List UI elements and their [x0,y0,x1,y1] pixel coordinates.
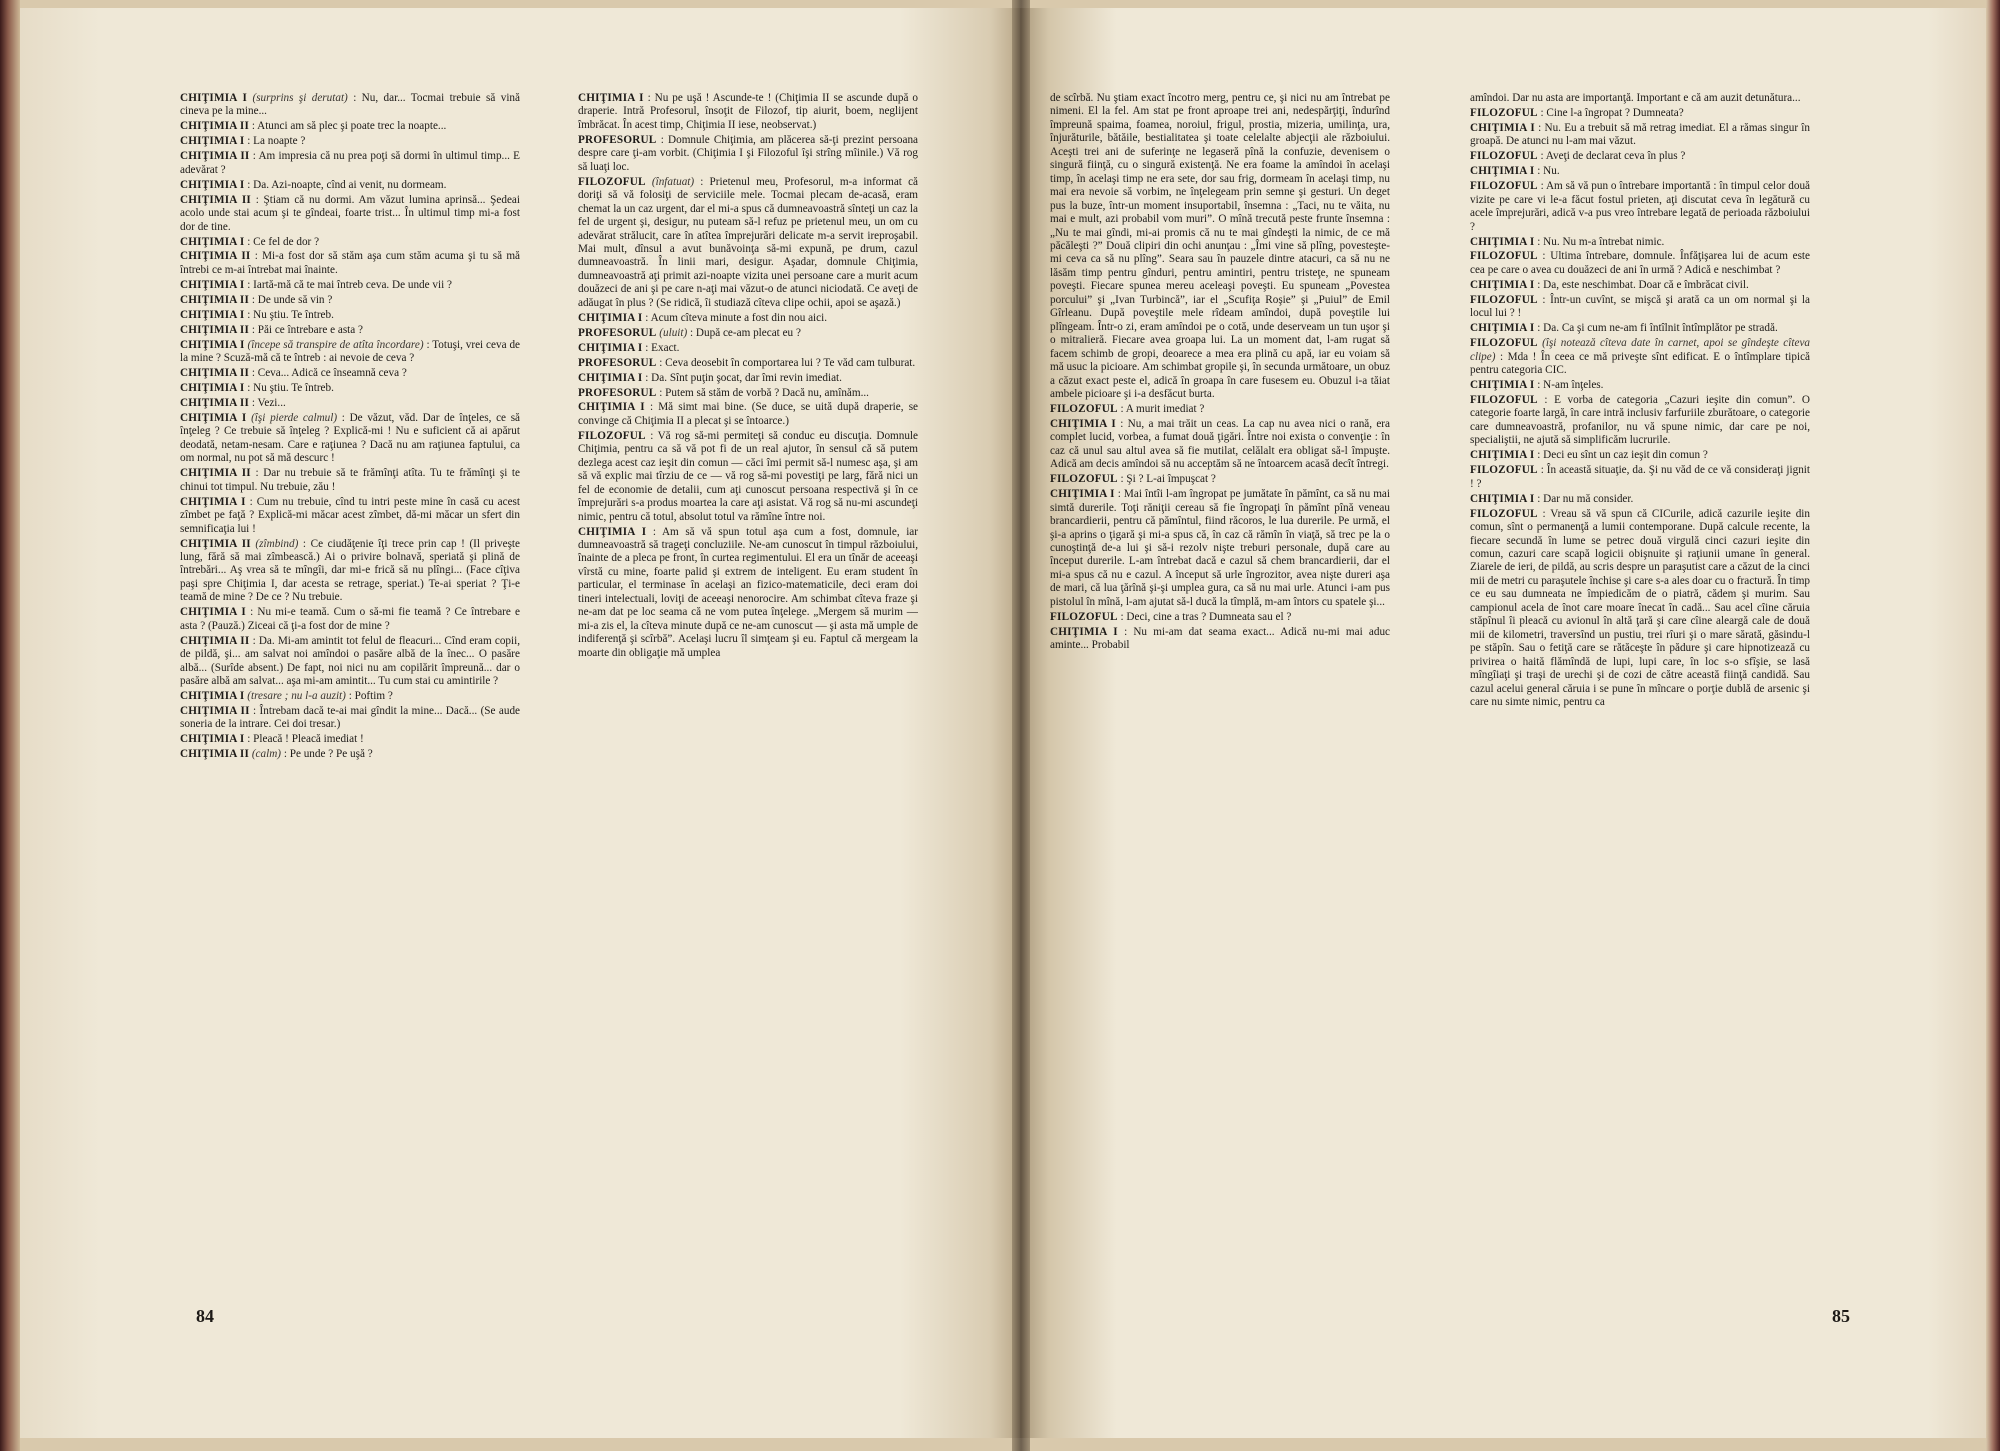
dialogue-text: : Mă simt mai bine. (Se duce, se uită după draperie, se convinge că Chiţimia II a plecat şi se întoarce.) [578,401,918,427]
dialogue-paragraph [180,339,520,366]
dialogue-text: : E vorba de categoria „Cazuri ieşite din comun”. O categorie foarte largă, în care intră inclusiv farfuriile zburătoare, o categorie care dumneavoastră, profanilor, nu vă spune nimic, dar care pe noi, specialiştii, ne ajută să simplificăm lucrurile. [1470,394,1810,447]
dialogue-text: : Deci, cine a tras ? Dumneata sau el ? [1120,610,1292,623]
speaker-name: CHIŢIMIA I [180,308,245,321]
speaker-name: FILOZOFUL [1470,293,1538,306]
dialogue-text: : Poftim ? [348,690,393,703]
dialogue-text: : Putem să stăm de vorbă ? Dacă nu, amînăm... [659,386,869,399]
dialogue-text: amîndoi. Dar nu asta are importanţă. Important e că am auzit detunătura... [1470,92,1801,104]
speaker-name: CHIŢIMIA II [180,120,250,133]
dialogue-paragraph [180,250,520,277]
dialogue-text: : Pleacă ! Pleacă imediat ! [247,733,364,746]
speaker-name: CHIŢIMIA II [180,467,251,480]
dialogue-paragraph [1470,279,1810,292]
speaker-name: CHIŢIMIA I [180,338,245,351]
speaker-name: CHIŢIMIA I [1470,379,1535,392]
speaker-name: FILOZOFUL [1050,610,1118,623]
speaker-name: CHIŢIMIA I [1470,235,1535,248]
speaker-name: FILOZOFUL [1470,507,1538,520]
dialogue-paragraph [180,467,520,494]
speaker-name: CHIŢIMIA I [1050,417,1116,430]
dialogue-text: : Întrebam dacă te-ai mai gîndit la mine... Dacă... (Se aude soneria de la intrare. Cei doi tresar.) [180,704,520,731]
dialogue-text: : Vreau să vă spun că CICurile, adică cazurile ieşite din comun, sînt o permanenţă a lumii contemporane. După calcule recente, la fiecare secundă în lume se petrec două virgulă cinci cazuri ieşite din comun, cazuri care scapă logicii obişnuite şi raţiunii umane în general. Ziarele de ieri, de pildă, au scris despre un paraşutist care a căzut de la cinci mii de metri cu paraşutele închise şi care s-a ales doar cu o fractură. În timp ce eu sau dumneata ne împiedicăm de o piatră, cădem şi murim. Sau campionul acela de înot care moare înecat în cadă... Sau acel cîine căruia stăpînul îi pleacă cu avionul în altă ţară şi care cîine aleargă cale de două mii de kilometri, traversînd un pustiu, trei rîuri şi o mare sărată, găsindu-l pe stăpîn. Sau o fetiţă care se rătăceşte în pădure şi care hipnotizează cu privirea o haită flămîndă de lupi, lupi care, în loc s-o sfîşie, se lasă mîngîiaţi şi traşi de urechi şi de cozi de către această fiinţă candidă. Sau cazul acelui general căruia i se pune în mîncare o porţie dublă de arsenic şi care nu simte nimic, pentru ca [1470,507,1810,708]
speaker-name: CHIŢIMIA I [1050,625,1118,638]
dialogue-paragraph [578,401,918,428]
dialogue-paragraph [1050,403,1390,416]
speaker-name: CHIŢIMIA I [578,525,647,538]
dialogue-paragraph [180,135,520,148]
dialogue-text: : Pe unde ? Pe uşă ? [283,748,373,761]
dialogue-text: : Într-un cuvînt, se mişcă şi arată ca un om normal şi la locul lui ? ! [1470,293,1810,320]
speaker-name: CHIŢIMIA I [578,401,645,414]
dialogue-text: : Mda ! În ceea ce mă priveşte sînt edificat. E o întîmplare tipică pentru categoria CIC. [1470,350,1810,377]
dialogue-paragraph [1470,122,1810,149]
dialogue-text: : Acum cîteva minute a fost din nou aici. [645,311,828,324]
dialogue-paragraph [1050,418,1390,472]
dialogue-paragraph [1470,379,1810,392]
speaker-name: CHIŢIMIA I [180,92,248,104]
dialogue-paragraph [578,387,918,400]
dialogue-paragraph [180,150,520,177]
dialogue-paragraph [1470,150,1810,163]
speaker-name: FILOZOFUL [1470,337,1538,350]
dialogue-text: : Dar nu trebuie să te frămînţi atîta. Tu te frămînţi şi te chinui tot timpul. Nu trebuie, zău ! [180,467,520,493]
dialogue-paragraph [578,312,918,325]
stage-direction: (înfatuat) [651,175,695,188]
speaker-name: FILOZOFUL [1470,180,1538,193]
speaker-name: CHIŢIMIA I [578,92,644,104]
dialogue-text: : Cine l-a îngropat ? Dumneata? [1540,106,1684,119]
stage-direction: (zîmbind) [255,537,299,550]
speaker-name: CHIŢIMIA II [180,250,251,263]
speaker-name: CHIŢIMIA II [180,293,250,306]
dialogue-text: : Atunci am să plec şi poate trec la noapte... [251,120,447,133]
text-column-3 [1050,92,1390,1282]
dialogue-text: : Mi-a fost dor să stăm aşa cum stăm acuma şi tu să mă întrebi ce m-ai întrebat mai înainte. [180,250,520,276]
stage-direction: (surprins şi derutat) [252,92,348,104]
dialogue-paragraph [1470,294,1810,321]
speaker-name: CHIŢIMIA I [180,382,245,395]
speaker-name: CHIŢIMIA II [180,150,250,163]
dialogue-paragraph [1050,92,1390,401]
dialogue-paragraph [578,92,918,132]
dialogue-paragraph [1470,493,1810,506]
dialogue-text: : Păi ce întrebare e asta ? [251,323,364,336]
speaker-name: CHIŢIMIA I [180,135,245,148]
dialogue-text: : Da. Azi-noapte, cînd ai venit, nu dormeam. [247,178,447,191]
speaker-name: FILOZOFUL [1470,464,1538,477]
speaker-name: CHIŢIMIA I [180,495,246,508]
speaker-name: CHIŢIMIA I [578,371,643,384]
speaker-name: CHIŢIMIA I [1470,322,1535,335]
dialogue-text: : Nu mi-e teamă. Cum o să-mi fie teamă ? Ce întrebare e asta ? (Pauză.) Ziceai că ţi-a fost dor de mine ? [180,606,520,632]
dialogue-paragraph [1470,337,1810,377]
speaker-name: PROFESORUL [578,326,657,339]
stage-direction: (începe să transpire de atîta încordare) [247,338,424,351]
dialogue-text: : Da, este neschimbat. Doar că e îmbrăcat civil. [1537,278,1749,291]
dialogue-paragraph [180,635,520,689]
dialogue-text: : Am să vă pun o întrebare importantă : în timpul celor două vizite pe care vi le-a făcut fostul prieten, aţi discutat ceva în legătură cu acele împrejurări, adică v-a pus vreo întrebare legată de perioada războiului ? [1470,180,1810,233]
dialogue-paragraph [1470,236,1810,249]
speaker-name: CHIŢIMIA I [1470,121,1535,134]
dialogue-text: : Am să vă spun totul aşa cum a fost, domnule, iar dumneavoastră să trageţi concluziile. Ne-am cunoscut în timpul războiului, înainte de a pleca pe front, în curtea regimentului. El era un tînăr de aceeaşi vîrstă cu mine, foarte palid şi extrem de inteligent. Eu eram student în particular, el terminase în acelaşi an fizico-matematicile, deci eram doi tineri intelectuali, loviţi de aceeaşi nenorocire. Am schimbat cîteva fraze şi ne-am dat pe loc seama că ne vom putea înţelege. „Mergem să murim — mi-a zis el, la cîteva minute după ce ne-am cunoscut — şi asta mă umple de indiferenţă şi scîrbă”. Acelaşi lucru îl simţeam şi eu. Faptul că mergeam la moarte din obligaţie mă umplea [578,525,918,659]
dialogue-paragraph [1050,626,1390,653]
dialogue-text: : Cum nu trebuie, cînd tu intri peste mine în casă cu acest zîmbet pe faţă ? Explică-mi măcar acest zîmbet, dă-mi măcar un sfert din semnificaţia lui ! [180,495,520,535]
page-number-left: 84 [196,1306,214,1326]
dialogue-paragraph [180,367,520,380]
stage-direction: (îşi pierde calmul) [251,411,338,424]
dialogue-text: : Exact. [645,341,680,354]
text-column-2 [578,92,918,1282]
dialogue-paragraph [578,134,918,174]
speaker-name: CHIŢIMIA I [180,733,245,746]
speaker-name: FILOZOFUL [578,429,646,442]
dialogue-paragraph [1470,464,1810,491]
speaker-name: CHIŢIMIA I [180,606,246,619]
speaker-name: FILOZOFUL [1470,150,1538,163]
dialogue-text: : Da. Ca şi cum ne-am fi întîlnit întîmplător pe stradă. [1537,322,1778,335]
stage-direction: (îşi notează cîteva date în carnet, apoi se gîndeşte cîteva clipe) [1470,337,1810,363]
dialogue-text: : A murit imediat ? [1120,402,1205,415]
dialogue-paragraph [180,324,520,337]
dialogue-text: : Iartă-mă că te mai întreb ceva. De unde vii ? [247,278,452,291]
dialogue-text: : Da. Mi-am amintit tot felul de fleacuri... Cînd eram copii, de pildă, şi... am salvat noi amîndoi o pasăre albă de la înec... O pasăre albă... (Surîde absent.) De fapt, noi nici nu am copilărit împreună... dar o pasăre albă am salvat... aşa mi-am amintit... Tu cum stai cu amintirile ? [180,634,520,688]
dialogue-paragraph [578,526,918,661]
stage-direction: (calm) [251,748,282,761]
dialogue-text: : Domnule Chiţimia, am plăcerea să-ţi prezint persoana despre care ţi-am vorbit. (Chiţimia I şi Filozoful îşi strîng mîinile.) Vă rog să luaţi loc. [578,133,918,173]
speaker-name: FILOZOFUL [1050,473,1118,486]
dialogue-text: : N-am înţeles. [1537,379,1604,392]
dialogue-text: : Nu ştiu. Te întreb. [247,382,334,395]
dialogue-text: : Nu. Nu m-a întrebat nimic. [1537,235,1665,248]
dialogue-paragraph [1470,165,1810,178]
dialogue-paragraph [180,294,520,307]
dialogue-paragraph [1470,394,1810,448]
dialogue-text: : De văzut, văd. Dar de înţeles, ce să înţeleg ? Ce trebuie să înţeleg ? Explică-mi ! Nu e suficient că ai apărut deodată, netam-nesam. Care e raţiunea ? Dacă nu am raţiunea faptului, ca om normal, nu pot să mă descurc ! [180,411,520,465]
dialogue-text: : Nu pe uşă ! Ascunde-te ! (Chiţimia II se ascunde după o draperie. Intră Profesorul, însoţit de Filozof, tip aiurit, boem, neglijent îmbrăcat. În acest timp, Chiţimia II iese, neobservat.) [578,92,918,131]
dialogue-text: : Deci eu sînt un caz ieşit din comun ? [1537,449,1708,462]
dialogue-text: : Vă rog să-mi permiteţi să conduc eu discuţia. Domnule Chiţimia, pentru ca să vă pot fi de un real ajutor, în sensul că să putem dezlega acest caz ieşit din comun — căci îmi permit să-l numesc aşa, şi am să vă explic mai tîrziu de ce — vă rog să-mi povestiţi pe larg, fără nici un fel de economie de detalii, cum aţi cunoscut persoana respectivă şi în ce împrejurări s-a produs moartea la care aţi asistat. Vă rog să nu-mi ascundeţi nimic, pentru că totul, absolut totul va rămîne între noi. [578,429,918,523]
dialogue-text: : În această situaţie, da. Şi nu văd de ce vă consideraţi jignit ! ? [1470,464,1810,490]
dialogue-paragraph [1470,180,1810,234]
text-column-1 [180,92,520,1282]
dialogue-text: : Dar nu mă consider. [1537,492,1634,505]
speaker-name: CHIŢIMIA I [180,411,247,424]
dialogue-text: : Am impresia că nu prea poţi să dormi în ultimul timp... E adevărat ? [180,150,520,176]
speaker-name: CHIŢIMIA II [180,748,250,761]
speaker-name: PROFESORUL [578,133,657,146]
dialogue-text: : Aveţi de declarat ceva în plus ? [1540,150,1686,163]
speaker-name: FILOZOFUL [578,175,646,188]
speaker-name: PROFESORUL [578,356,657,369]
dialogue-paragraph [578,372,918,385]
speaker-name: CHIŢIMIA I [1470,165,1535,178]
dialogue-paragraph [180,748,520,761]
speaker-name: CHIŢIMIA I [1050,488,1115,501]
text-column-4 [1470,92,1810,1282]
speaker-name: CHIŢIMIA II [180,397,250,410]
dialogue-paragraph [578,357,918,370]
dialogue-paragraph [1050,473,1390,486]
stage-direction: (tresare ; nu l-a auzit) [247,690,346,703]
book-gutter [1012,0,1030,1451]
dialogue-paragraph [180,412,520,466]
dialogue-text: : Vezi... [251,397,286,410]
dialogue-text: de scîrbă. Nu ştiam exact încotro merg, pentru ce, şi nici nu am întrebat pe nimeni. El la fel. Am stat pe front aproape trei ani, nedespărţiţi, îndurînd împreună spaima, foamea, noroiul, frigul, prostia, mizeria, umilinţa, ura, înjurăturile, bătăile, bestialitatea şi toate celelalte abjecţii ale războiului. Aceşti trei ani de suferinţe ne legaseră pînă la confuzie, devenisem o singură fiinţă, cu o singură existenţă. Ne era foame la amîndoi în acelaşi timp, în acelaşi timp ne era sete, dor sau frig, dormeam în acelaşi timp, nu mai era nevoie să vorbim, ne înţelegeam prin semne şi gesturi. Un deget pus la buze, într-un moment insuportabil, însemna : „Taci, nu te văita, nu mai e mult, azi probabil vom muri”. O mînă trecută peste frunte însemna : „Nu te mai gîndi, mi-ai promis că nu te mai gîndeşti la nimic, de ce mă păcăleşti ?” Două clipiri din ochi anunţau : „Îmi vine să plîng, povesteşte-mi ceva ca să nu plîng”. Seara sau în pauzele dintre atacuri, ca să nu ne lăsăm timp pentru gînduri, pentru amintiri, pentru tristeţe, ne spuneam poveşti. Fiecare spunea mereu aceleaşi poveşti. Eu spuneam „Povestea porcului” şi „Ivan Turbincă”, iar el „Scufiţa Roşie” şi „Puiul” de Emil Gîrleanu. După poveştile mele rîdeam amîndoi, după poveştile lui plîngeam. Într-o zi, eram amîndoi pe o cotă, unde deserveam un tun uşor şi o mitralieră. Fiecare avea groapa lui. La un moment dat, l-am rugat să facem schimb de gropi, deoarece a mea era plină cu apă, iar eu voiam să mă usuc la picioare. Am schimbat gropile şi, în secunda următoare, un obuz a căzut exact peste el, adică în groapa în care fusesem eu. Obuzul i-a tăiat ambele picioare şi i-a desfăcut burta. [1050,92,1390,400]
page-number-right: 85 [1832,1306,1850,1326]
dialogue-text: : Ceva deosebit în comportarea lui ? Te văd cam tulburat. [659,356,916,369]
stage-direction: (uluit) [659,326,688,339]
dialogue-text: : Da. Sînt puţin şocat, dar îmi revin imediat. [645,371,842,384]
dialogue-paragraph [180,92,520,119]
speaker-name: CHIŢIMIA II [180,193,251,206]
speaker-name: CHIŢIMIA II [180,537,251,550]
dialogue-paragraph [1470,92,1810,105]
dialogue-paragraph [1050,611,1390,624]
dialogue-paragraph [180,179,520,192]
dialogue-paragraph [180,397,520,410]
speaker-name: FILOZOFUL [1470,394,1538,407]
dialogue-text: : Nu. [1537,165,1560,178]
dialogue-paragraph [578,430,918,524]
dialogue-text: : Ceva... Adică ce înseamnă ceva ? [251,367,407,380]
dialogue-paragraph [1470,107,1810,120]
dialogue-text: : Nu mi-am dat seama exact... Adică nu-mi mai aduc aminte... Probabil [1050,625,1390,652]
speaker-name: CHIŢIMIA I [578,311,643,324]
dialogue-text: : Nu. Eu a trebuit să mă retrag imediat. El a rămas singur în groapă. De atunci nu l-am mai văzut. [1470,121,1810,148]
dialogue-paragraph [578,176,918,311]
dialogue-text: : La noapte ? [247,135,306,148]
book-cover-edge-right [1986,0,2000,1451]
speaker-name: CHIŢIMIA II [180,323,250,336]
dialogue-paragraph [180,382,520,395]
dialogue-paragraph [1470,322,1810,335]
dialogue-paragraph [578,342,918,355]
dialogue-paragraph [1470,250,1810,277]
dialogue-text: : Mai întîi l-am îngropat pe jumătate în pămînt, ca să nu mai simtă durerile. Toţi răniţii cereau să fie îngropaţi în pămînt pînă veneau brancardierii, pentru că pămîntul, fiind răcoros, le lua durerile. Pe urmă, el şi-a aprins o ţigară şi mi-a spus că, în caz că rămîn în viaţă, să trec pe la o cunoştinţă de-a lui şi să-i rezolv nişte treburi personale, după care au început durerile. L-am întrebat dacă e cazul să chem brancardierii, dar el mi-a spus că nu e cazul. A început să urle îngrozitor, avea nişte dureri aşa de mari, că lua ţărînă şi-şi umplea gura, ca să nu mai urle. Atunci i-am pus pistolul în mînă, l-am ajutat să-l ducă la tîmplă, m-am întors cu spatele şi... [1050,488,1390,608]
dialogue-paragraph [180,279,520,292]
speaker-name: FILOZOFUL [1050,402,1118,415]
dialogue-paragraph [180,236,520,249]
speaker-name: CHIŢIMIA I [1470,278,1535,291]
dialogue-text: : Totuşi, vrei ceva de la mine ? Scuză-mă că te întreb : ai nevoie de ceva ? [180,338,520,365]
dialogue-paragraph [180,496,520,536]
dialogue-paragraph [1470,508,1810,710]
dialogue-text: : Nu, a mai trăit un ceas. La cap nu avea nici o rană, era complet lucid, vorbea, a fumat două ţigări. Între noi exista o convenţie : în caz că unul sau altul avea să fie mutilat, celălalt era obligat să-l împuşte. Adică am decis amîndoi să nu acceptăm să ne întoarcem acasă decît întregi. [1050,417,1390,471]
dialogue-text: : Prietenul meu, Profesorul, m-a informat că doriţi să vă folosiţi de serviciile mele. Tocmai plecam de-acasă, eram chemat la un caz urgent, dar el mi-a spus că dumneavoastră sînteţi un caz la fel de urgent şi, desigur, nu puteam să-l refuz pe prietenul meu, un om cu adevărat strălucit, care în atîtea împrejurări delicate m-a servit ireproşabil. Mai mult, dînsul a avut bunăvoinţa să-mi expună, pe drum, cazul dumneavoastră. În linii mari, desigur. Aşadar, domnule Chiţimia, dumneavoastră aţi primit azi-noapte vizita unei persoane care a murit acum douăzeci de ani şi pe care n-aţi mai văzut-o de atunci niciodată. Ce aveţi de adăugat în plus ? (Se ridică, îi studiază cîteva clipe ochii, apoi se aşază.) [578,175,918,309]
book-cover-edge-left [0,0,20,1451]
dialogue-paragraph [180,606,520,633]
dialogue-text: : Ce fel de dor ? [247,235,320,248]
dialogue-paragraph [578,327,918,340]
dialogue-paragraph [180,194,520,234]
speaker-name: CHIŢIMIA I [1470,492,1535,505]
speaker-name: CHIŢIMIA I [1470,449,1535,462]
dialogue-text: : După ce-am plecat eu ? [690,326,801,339]
dialogue-paragraph [180,309,520,322]
speaker-name: FILOZOFUL [1470,106,1538,119]
dialogue-paragraph [180,690,520,703]
speaker-name: CHIŢIMIA I [180,235,245,248]
dialogue-text: : Ultima întrebare, domnule. Înfăţişarea lui de acum este cea pe care o avea cu douăzeci de ani în urmă ? Adică e neschimbat ? [1470,250,1810,276]
dialogue-paragraph [180,733,520,746]
dialogue-text: : Nu ştiu. Te întreb. [247,308,334,321]
speaker-name: PROFESORUL [578,386,657,399]
speaker-name: CHIŢIMIA I [578,341,643,354]
speaker-name: CHIŢIMIA II [180,634,250,647]
dialogue-paragraph [180,705,520,732]
speaker-name: CHIŢIMIA I [180,690,245,703]
dialogue-text: : Ce ciudăţenie îţi trece prin cap ! (Il priveşte lung, fără să mai zîmbească.) Ai o privire bolnavă, speriată şi plină de întrebări... Aş vrea să te mîngîi, dar mi-e frică să nu plîngi... (Face cîţiva paşi spre Chiţimia I, dar acesta se retrage, speriat.) Te-ai speriat ? Ţi-e teamă de mine ? De ce ? Nu trebuie. [180,537,520,604]
speaker-name: CHIŢIMIA I [180,278,245,291]
dialogue-text: : De unde să vin ? [251,293,333,306]
speaker-name: CHIŢIMIA I [180,178,245,191]
dialogue-paragraph [180,538,520,605]
dialogue-paragraph [180,120,520,133]
speaker-name: CHIŢIMIA II [180,704,250,717]
speaker-name: FILOZOFUL [1470,250,1538,263]
speaker-name: CHIŢIMIA II [180,367,250,380]
dialogue-text: : Nu, dar... Tocmai trebuie să vină cineva pe la mine... [180,92,520,118]
dialogue-text: : Ştiam că nu dormi. Am văzut lumina aprinsă... Şedeai acolo unde stai acum şi te gîndeai, foarte trist... În ultimul timp mi-a fost dor de tine. [180,193,520,233]
dialogue-paragraph [1050,488,1390,609]
dialogue-text: : Şi ? L-ai împuşcat ? [1120,473,1216,486]
dialogue-paragraph [1470,449,1810,462]
